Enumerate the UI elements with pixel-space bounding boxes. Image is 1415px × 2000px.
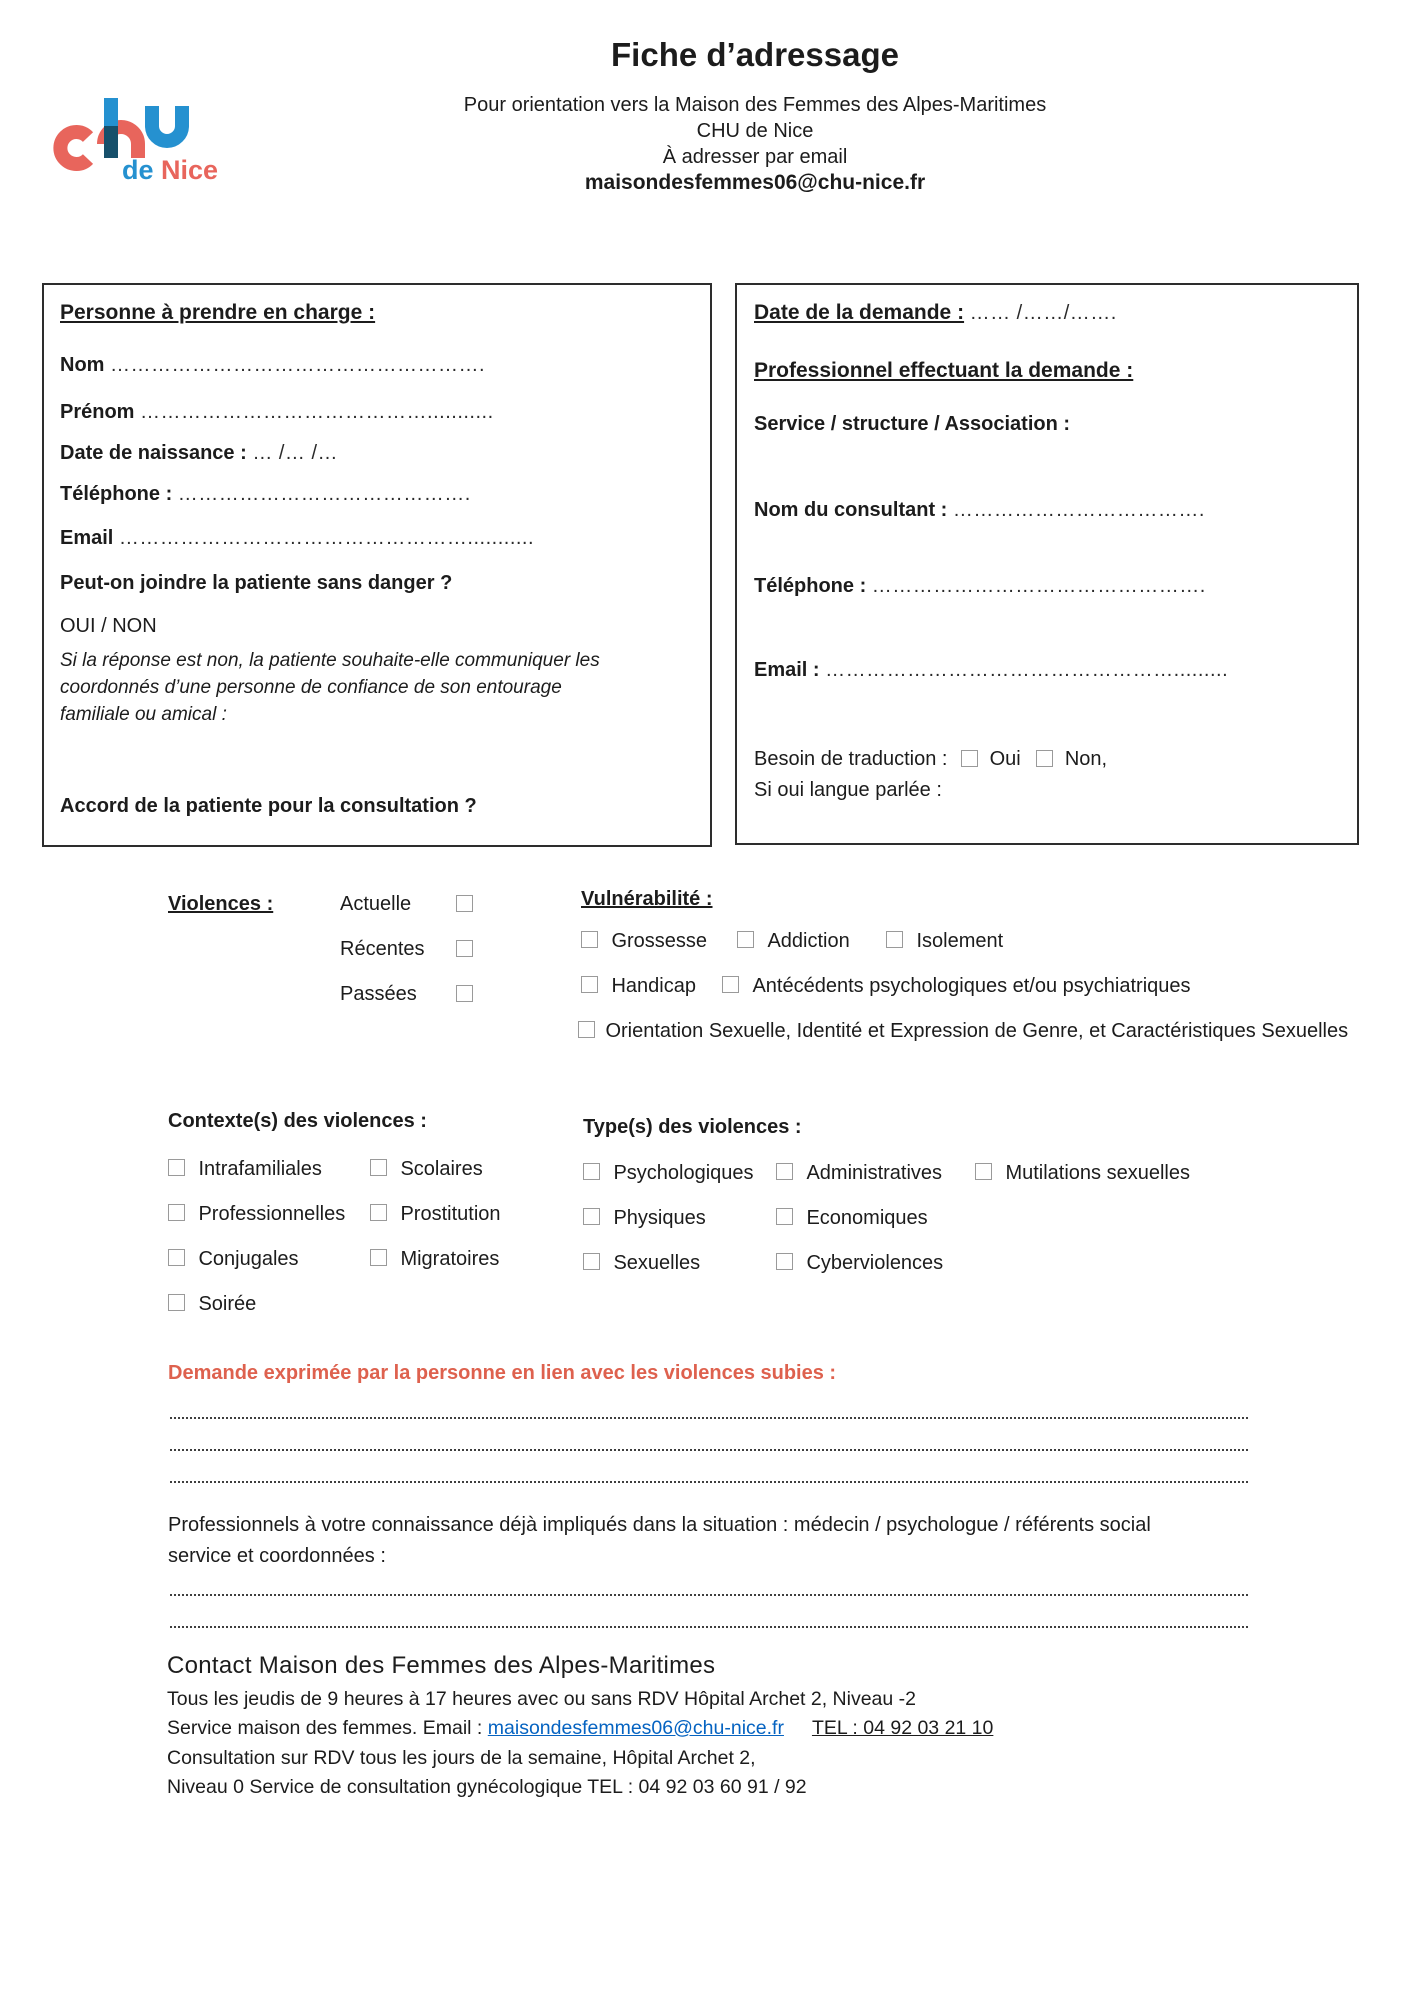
passees-label: Passées	[340, 983, 417, 1005]
contact-line-3: Consultation sur RDV tous les jours de la semaine, Hôpital Archet 2,	[167, 1747, 756, 1769]
soiree-label: Soirée	[198, 1293, 257, 1315]
recentes-label: Récentes	[340, 938, 425, 960]
orientation-label: Orientation Sexuelle, Identité et Expression de Genre, et Caractéristiques Sexuelles	[605, 1020, 1349, 1042]
prostitution-label: Prostitution	[400, 1203, 501, 1225]
email-input-area[interactable]: ……………………………………………...........	[118, 527, 535, 549]
date-naissance-label: Date de naissance :	[60, 442, 247, 464]
contexte-title: Contexte(s) des violences :	[168, 1110, 427, 1132]
demande-input-line-2[interactable]	[170, 1449, 1248, 1451]
chu-nice-logo	[52, 86, 242, 186]
intrafamiliales-label: Intrafamiliales	[198, 1158, 322, 1180]
field-date-naissance	[60, 442, 338, 465]
ctx-migratoires	[370, 1248, 499, 1271]
violences-option-actuelle	[340, 893, 473, 916]
administratives-label: Administratives	[806, 1162, 943, 1184]
sexuelles-label: Sexuelles	[613, 1252, 701, 1274]
conjugales-label: Conjugales	[198, 1248, 299, 1270]
date-demande-label: Date de la demande :	[754, 301, 965, 324]
professionnels-input-line-2[interactable]	[170, 1626, 1248, 1628]
type-economiques	[776, 1207, 928, 1230]
types-title: Type(s) des violences :	[583, 1116, 802, 1138]
request-box	[735, 283, 1359, 845]
grossesse-checkbox[interactable]	[581, 931, 598, 948]
addiction-label: Addiction	[767, 930, 850, 952]
header-subline-1: Pour orientation vers la Maison des Femmes des Alpes-Maritimes	[463, 94, 1047, 116]
professionnelles-label: Professionnelles	[198, 1203, 346, 1225]
mutilations-checkbox[interactable]	[975, 1163, 992, 1180]
header-email: maisondesfemmes06@chu-nice.fr	[584, 171, 926, 194]
type-physiques	[583, 1207, 706, 1230]
traduction-non-checkbox[interactable]	[1036, 750, 1053, 767]
field-prenom	[60, 401, 494, 424]
type-sexuelles	[583, 1252, 700, 1275]
traduction-label: Besoin de traduction :	[754, 748, 948, 770]
vuln-isolement	[886, 930, 1003, 953]
antecedents-label: Antécédents psychologiques et/ou psychiatriques	[752, 975, 1191, 997]
antecedents-checkbox[interactable]	[722, 976, 739, 993]
telephone-input-area[interactable]: …………………………………….	[177, 483, 471, 505]
traduction-row	[754, 748, 1107, 771]
accord-question: Accord de la patiente pour la consultation ?	[60, 795, 477, 817]
contact-line-2	[167, 1717, 993, 1740]
field-consultant	[754, 499, 1205, 522]
type-administratives	[776, 1162, 942, 1185]
physiques-checkbox[interactable]	[583, 1208, 600, 1225]
ctx-soiree	[168, 1293, 256, 1316]
contact-title: Contact Maison des Femmes des Alpes-Maritimes	[167, 1652, 716, 1679]
economiques-checkbox[interactable]	[776, 1208, 793, 1225]
violences-option-passees	[340, 983, 473, 1006]
administratives-checkbox[interactable]	[776, 1163, 793, 1180]
field-email	[60, 527, 534, 550]
violences-option-recentes	[340, 938, 473, 961]
field-pro-telephone	[754, 575, 1206, 598]
field-telephone	[60, 483, 471, 506]
email-label: Email	[60, 527, 114, 549]
physiques-label: Physiques	[613, 1207, 706, 1229]
header-subline-2: CHU de Nice	[696, 120, 814, 142]
violences-title: Violences :	[168, 893, 274, 915]
orientation-checkbox[interactable]	[578, 1021, 595, 1038]
intrafamiliales-checkbox[interactable]	[168, 1159, 185, 1176]
handicap-checkbox[interactable]	[581, 976, 598, 993]
scolaires-checkbox[interactable]	[370, 1159, 387, 1176]
isolement-label: Isolement	[916, 930, 1004, 952]
isolement-checkbox[interactable]	[886, 931, 903, 948]
cyberviolences-label: Cyberviolences	[806, 1252, 944, 1274]
traduction-oui-label: Oui	[989, 748, 1021, 771]
patient-box-title: Personne à prendre en charge :	[60, 301, 376, 324]
soiree-checkbox[interactable]	[168, 1294, 185, 1311]
consultant-input-area[interactable]: ……………………………….	[952, 499, 1205, 521]
demande-input-line-3[interactable]	[170, 1481, 1248, 1483]
danger-question: Peut-on joindre la patiente sans danger ?	[60, 572, 453, 594]
vuln-addiction	[737, 930, 850, 953]
mutilations-label: Mutilations sexuelles	[1005, 1162, 1190, 1184]
oui-non-choice[interactable]: OUI / NON	[60, 615, 157, 637]
field-nom	[60, 354, 485, 377]
demande-title: Demande exprimée par la personne en lien avec les violences subies :	[168, 1362, 837, 1384]
actuelle-label: Actuelle	[340, 893, 412, 915]
consultant-label: Nom du consultant :	[754, 499, 948, 521]
pro-title: Professionnel effectuant la demande :	[754, 359, 1134, 382]
ctx-scolaires	[370, 1158, 483, 1181]
type-cyberviolences	[776, 1252, 943, 1275]
telephone-label: Téléphone :	[60, 483, 173, 505]
contact-line-2-prefix: Service maison des femmes. Email :	[167, 1717, 488, 1739]
pro-telephone-label: Téléphone :	[754, 575, 867, 597]
ctx-intrafamiliales	[168, 1158, 322, 1181]
traduction-oui-checkbox[interactable]	[961, 750, 978, 767]
demande-input-line-1[interactable]	[170, 1417, 1248, 1419]
migratoires-label: Migratoires	[400, 1248, 500, 1270]
scolaires-label: Scolaires	[400, 1158, 483, 1180]
type-mutilations	[975, 1162, 1190, 1185]
field-pro-email	[754, 659, 1228, 682]
passees-checkbox[interactable]	[456, 985, 473, 1002]
contact-line-1: Tous les jeudis de 9 heures à 17 heures avec ou sans RDV Hôpital Archet 2, Niveau -2	[167, 1688, 917, 1710]
cyberviolences-checkbox[interactable]	[776, 1253, 793, 1270]
vulnerabilite-title: Vulnérabilité :	[581, 888, 713, 910]
danger-note: Si la réponse est non, la patiente souhaite-elle communiquer les coordonnés d’une personne de confiance de son entourage familiale ou amical :	[60, 650, 600, 725]
service-label: Service / structure / Association :	[754, 413, 1071, 435]
type-psychologiques	[583, 1162, 754, 1185]
prenom-label: Prénom	[60, 401, 135, 423]
langue-parlee-label: Si oui langue parlée :	[754, 779, 942, 801]
chu-nice-logo-icon	[52, 86, 242, 186]
economiques-label: Economiques	[806, 1207, 928, 1229]
professionnelles-checkbox[interactable]	[168, 1204, 185, 1221]
vuln-orientation-sexuelle	[578, 1020, 1348, 1043]
migratoires-checkbox[interactable]	[370, 1249, 387, 1266]
sexuelles-checkbox[interactable]	[583, 1253, 600, 1270]
vuln-grossesse	[581, 930, 707, 953]
date-demande-input-area[interactable]: …… /……/…….	[969, 302, 1117, 324]
recentes-checkbox[interactable]	[456, 940, 473, 957]
field-date-demande	[754, 301, 1117, 325]
date-naissance-input-area[interactable]: … /… /…	[252, 442, 339, 464]
contact-email-link[interactable]: maisondesfemmes06@chu-nice.fr	[487, 1717, 784, 1739]
traduction-non-label: Non,	[1064, 748, 1108, 771]
prostitution-checkbox[interactable]	[370, 1204, 387, 1221]
patient-box	[42, 283, 712, 847]
handicap-label: Handicap	[611, 975, 696, 997]
professionnels-text: Professionnels à votre connaissance déjà impliqués dans la situation : médecin / psychologue / référents social service et coordonnées :	[168, 1514, 1151, 1567]
pro-email-label: Email :	[754, 659, 820, 681]
professionnels-input-line-1[interactable]	[170, 1594, 1248, 1596]
svg-text:de Nice: de Nice	[122, 155, 219, 185]
pro-telephone-input-area[interactable]: ………………………………………….	[871, 575, 1206, 597]
actuelle-checkbox[interactable]	[456, 895, 473, 912]
ctx-professionnelles	[168, 1203, 345, 1226]
page-title: Fiche d’adressage	[611, 36, 899, 73]
contact-line-4: Niveau 0 Service de consultation gynécologique TEL : 04 92 03 60 91 / 92	[167, 1776, 807, 1798]
contact-tel-1: TEL : 04 92 03 21 10	[811, 1717, 994, 1739]
addiction-checkbox[interactable]	[737, 931, 754, 948]
nom-label: Nom	[60, 354, 105, 376]
conjugales-checkbox[interactable]	[168, 1249, 185, 1266]
nom-input-area[interactable]: ……………………………………………….	[110, 354, 486, 376]
psychologiques-checkbox[interactable]	[583, 1163, 600, 1180]
pro-email-input-area[interactable]: …………………………………………….........	[825, 659, 1229, 681]
psychologiques-label: Psychologiques	[613, 1162, 754, 1184]
vuln-antecedents	[722, 975, 1191, 998]
ctx-prostitution	[370, 1203, 501, 1226]
vuln-handicap	[581, 975, 696, 998]
prenom-input-area[interactable]: ……………………………………...........	[140, 401, 494, 423]
grossesse-label: Grossesse	[611, 930, 708, 952]
header-subline-3: À adresser par email	[662, 146, 848, 168]
ctx-conjugales	[168, 1248, 299, 1271]
